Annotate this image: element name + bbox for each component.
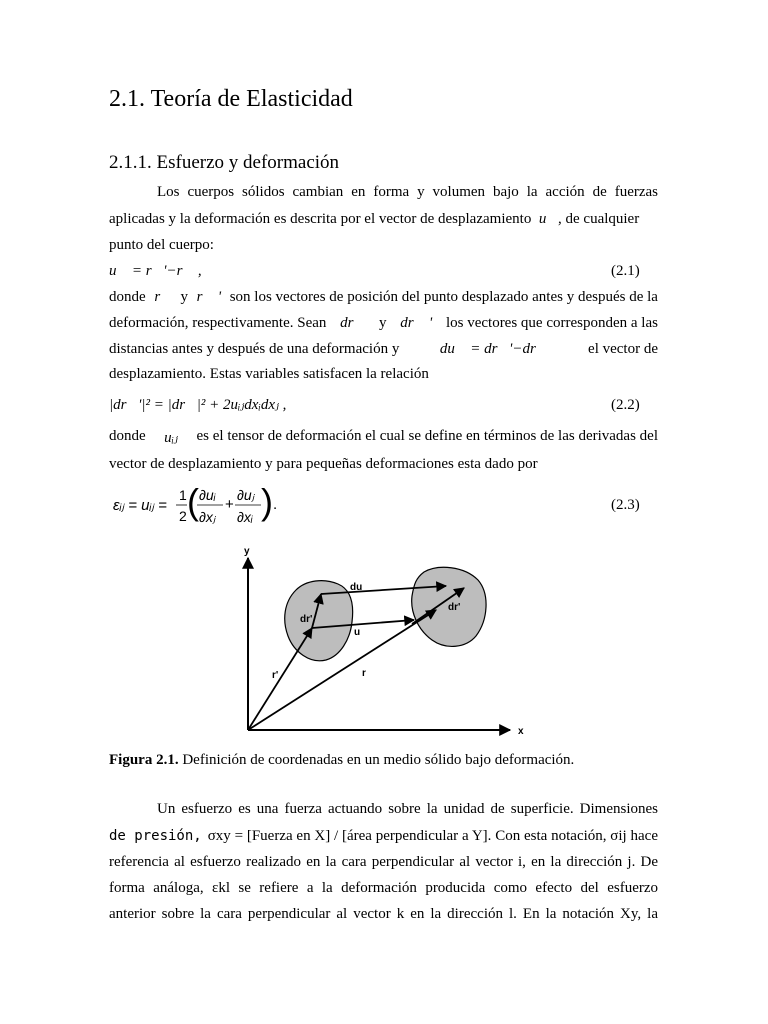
p4-line-5: anterior sobre la cara perpendicular al vector k en la dirección l. En la notación Xy, la bbox=[109, 906, 658, 922]
eq3-f2-num: ∂uⱼ bbox=[237, 487, 255, 503]
eq3-end: . bbox=[273, 496, 278, 513]
caption-text: Definición de coordenadas en un medio sólido bajo deformación. bbox=[182, 752, 575, 768]
p2-line-4: desplazamiento. Estas variables satisfacen la relación bbox=[109, 366, 429, 382]
section-title: 2.1. Teoría de Elasticidad bbox=[109, 86, 353, 112]
figure-2-1 bbox=[228, 540, 538, 740]
axis-x-label: x bbox=[518, 726, 524, 737]
eq3-f1-den: ∂xⱼ bbox=[199, 509, 216, 525]
caption-label: Figura 2.1. bbox=[109, 752, 179, 768]
label-r: r bbox=[362, 668, 366, 679]
p1-line-3: punto del cuerpo: bbox=[109, 237, 214, 253]
p4-line-1: Un esfuerzo es una fuerza actuando sobre la unidad de superficie. Dimensiones bbox=[157, 801, 658, 817]
eq3-right-paren: ) bbox=[261, 482, 273, 522]
p3-line-2: vector de desplazamiento y para pequeñas deformaciones esta dado por bbox=[109, 456, 538, 472]
eq3-f2-den: ∂xᵢ bbox=[237, 509, 253, 525]
p1-line-1: Los cuerpos sólidos cambian en forma y volumen bajo la acción de fuerzas bbox=[157, 184, 658, 200]
eq3-f1-num: ∂uᵢ bbox=[199, 487, 216, 503]
equation-2-3-number: (2.3) bbox=[611, 497, 640, 513]
eq3-half-num: 1 bbox=[179, 487, 187, 503]
label-u: u bbox=[354, 627, 361, 638]
label-r-prime: r' bbox=[272, 670, 279, 681]
eq3-half-den: 2 bbox=[179, 508, 187, 524]
label-dr-right: dr' bbox=[448, 602, 461, 613]
equation-2-3 bbox=[109, 482, 309, 530]
figure-caption bbox=[109, 752, 574, 769]
p2-line-1: donde r⃗ y r⃗ ' son los vectores de posición del punto desplazado antes y después de la bbox=[109, 289, 658, 305]
eq3-lhs: εᵢⱼ = uᵢⱼ = bbox=[113, 497, 167, 514]
p4-line-2: de presión, σxy = [Fuerza en X] / [área perpendicular a Y]. Con esta notación, σij hace bbox=[109, 828, 658, 844]
label-dr-left: dr' bbox=[300, 614, 313, 625]
equation-2-1: u⃗ = r⃗'−r⃗ , bbox=[109, 263, 202, 279]
equation-2-2-number: (2.2) bbox=[611, 397, 640, 413]
p3-line-1: donde uᵢⱼ es el tensor de deformación el cual se define en términos de las derivadas del bbox=[109, 428, 658, 446]
p4-line-3: referencia al esfuerzo realizado en la cara perpendicular al vector i, en la dirección j. De bbox=[109, 854, 658, 870]
vector-r-prime bbox=[248, 628, 312, 730]
equation-2-2: |dr⃗'|² = |dr⃗|² + 2uᵢⱼdxᵢdxⱼ , bbox=[109, 397, 287, 413]
p2-line-2: deformación, respectivamente. Sean dr⃗ y dr⃗ ' los vectores que corresponden a las bbox=[109, 315, 658, 331]
eq3-plus: + bbox=[225, 496, 234, 513]
p1-line-2: aplicadas y la deformación es descrita por el vector de desplazamiento u⃗, de cualquier bbox=[109, 211, 640, 227]
eq3-left-paren: ( bbox=[187, 482, 199, 522]
label-du: du bbox=[350, 582, 363, 593]
subsection-title: 2.1.1. Esfuerzo y deformación bbox=[109, 152, 340, 173]
p2-line-3: distancias antes y después de una deformación y du⃗ = dr⃗'−dr⃗ el vector de bbox=[109, 341, 658, 357]
equation-2-1-number: (2.1) bbox=[611, 263, 640, 279]
p4-line-4: forma análoga, εkl se refiere a la deformación producida como efecto del esfuerzo bbox=[109, 880, 658, 896]
axis-y-label: y bbox=[244, 546, 250, 557]
